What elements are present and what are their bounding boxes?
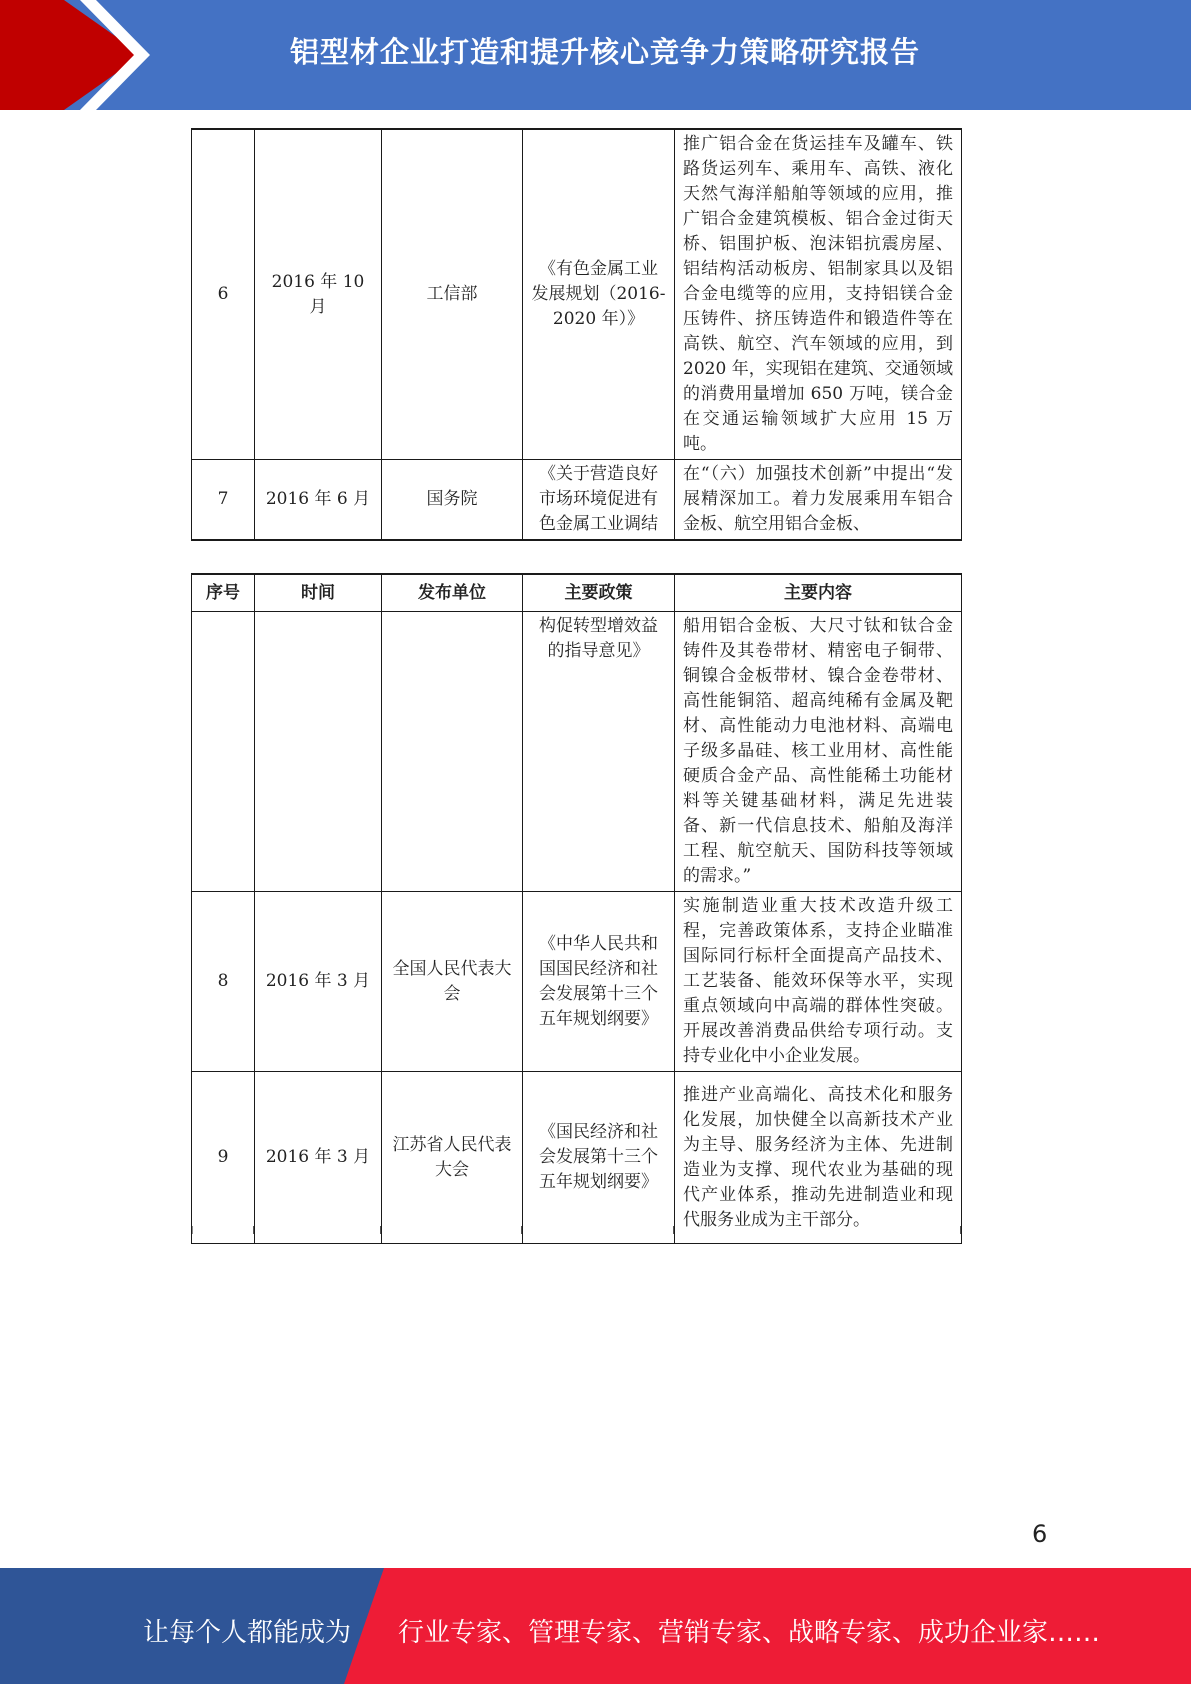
cell-time: 2016 年 3 月 [255,892,382,1072]
cell-no: 7 [192,460,255,541]
policy-table [191,573,962,1244]
cell-publisher: 国务院 [382,460,523,541]
header-content: 主要内容 [675,574,962,612]
page-footer [0,1568,1191,1684]
cell-policy: 《中华人民共和国国民经济和社会发展第十三个五年规划纲要》 [523,892,675,1072]
cell-policy: 《关于营造良好市场环境促进有色金属工业调结 [523,460,675,541]
footer-slogan-right: 行业专家、管理专家、营销专家、战略专家、成功企业家…… [398,1618,1101,1648]
table-continuation-lines [191,1226,963,1234]
header-time: 时间 [255,574,382,612]
cell-policy: 《有色金属工业发展规划（2016-2020 年）》 [523,129,675,460]
cell-time [255,612,382,892]
page-header [0,0,1191,110]
table-row [192,1072,962,1244]
page-number: 6 [1032,1520,1048,1548]
footer-slogan-left: 让每个人都能成为 [143,1618,352,1648]
table-row [192,612,962,892]
cell-no [192,612,255,892]
table-row [192,460,962,541]
cell-no: 6 [192,129,255,460]
policy-table-continued [191,128,962,541]
header-publisher: 发布单位 [382,574,523,612]
cell-content: 推广铝合金在货运挂车及罐车、铁路货运列车、乘用车、高铁、液化天然气海洋船舶等领域的应用，推广铝合金建筑模板、铝合金过街天桥、铝围护板、泡沫铝抗震房屋、铝结构活动板房、铝制家具以及铝合金电缆等的应用，支持铝镁合金压铸件、挤压铸造件和锻造件等在高铁、航空、汽车领域的应用，到 2020 年，实现铝在建筑、交通领域的消费用量增加 650 万吨，镁合金在交通运输领域扩大应用 15 万吨。 [675,129,962,460]
table-row [192,129,962,460]
document-title: 铝型材企业打造和提升核心竞争力策略研究报告 [290,35,921,69]
cell-time: 2016 年 10 月 [255,129,382,460]
header-arrow-graphic [0,0,160,110]
header-no: 序号 [192,574,255,612]
cell-publisher [382,612,523,892]
cell-content: 在“（六）加强技术创新”中提出“发展精深加工。着力发展乘用车铝合金板、航空用铝合金板、 [675,460,962,541]
cell-policy: 构促转型增效益的指导意见》 [523,612,675,892]
table-header-row [192,574,962,612]
cell-no: 8 [192,892,255,1072]
table-row [192,892,962,1072]
cell-time: 2016 年 6 月 [255,460,382,541]
cell-content: 实施制造业重大技术改造升级工程，完善政策体系，支持企业瞄准国际同行标杆全面提高产品技术、工艺装备、能效环保等水平，实现重点领域向中高端的群体性突破。开展改善消费品供给专项行动。支持专业化中小企业发展。 [675,892,962,1072]
header-policy: 主要政策 [523,574,675,612]
cell-publisher: 全国人民代表大会 [382,892,523,1072]
cell-publisher: 工信部 [382,129,523,460]
cell-no: 9 [192,1072,255,1244]
cell-time: 2016 年 3 月 [255,1072,382,1244]
cell-content: 船用铝合金板、大尺寸钛和钛合金铸件及其卷带材、精密电子铜带、铜镍合金板带材、镍合金卷带材、高性能铜箔、超高纯稀有金属及靶材、高性能动力电池材料、高端电子级多晶硅、核工业用材、高性能硬质合金产品、高性能稀土功能材料等关键基础材料，满足先进装备、新一代信息技术、船舶及海洋工程、航空航天、国防科技等领域的需求。” [675,612,962,892]
cell-policy: 《国民经济和社会发展第十三个五年规划纲要》 [523,1072,675,1244]
cell-publisher: 江苏省人民代表大会 [382,1072,523,1244]
cell-content: 推进产业高端化、高技术化和服务化发展，加快健全以高新技术产业为主导、服务经济为主体、先进制造业为支撑、现代农业为基础的现代产业体系，推动先进制造业和现代服务业成为主干部分。 [675,1072,962,1244]
